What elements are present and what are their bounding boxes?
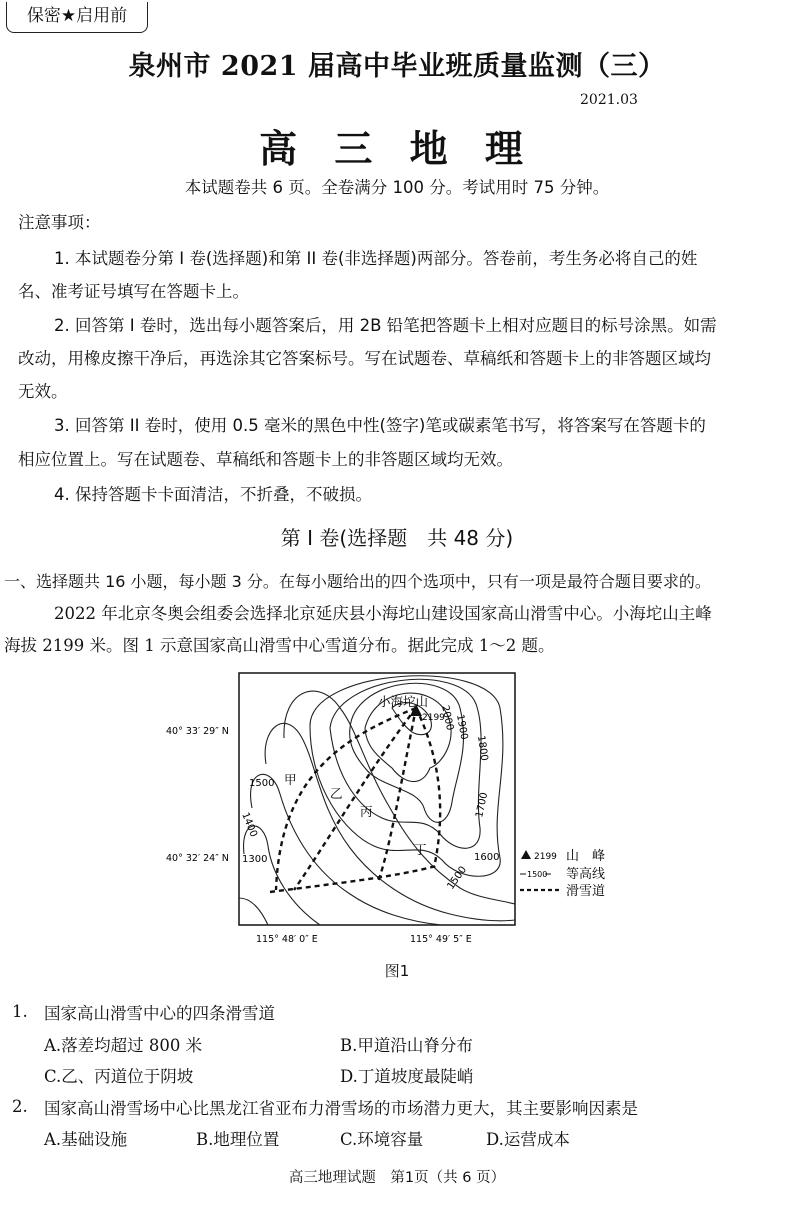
question-2-number: 2. [12,1097,28,1116]
question-2-option-b: B.地理位置 [196,1130,280,1149]
contour-label-1500-right: 1500 [445,864,470,892]
notice-3-line1: 3. 回答第 II 卷时，使用 0.5 毫米的黑色中性(签字)笔或碳素笔书写，将答案写在答题卡的 [54,416,706,435]
notice-4: 4. 保持答题卡卡面清洁，不折叠，不破损。 [54,485,372,504]
contour-label-1800: 1800 [475,734,490,762]
subject-title: 高 三 地 理 [259,127,535,171]
exam-title: 泉州市 2021 届高中毕业班质量监测（三） [128,51,666,82]
question-2-stem: 国家高山滑雪场中心比黑龙江省亚布力滑雪场的市场潜力更大，其主要影响因素是 [44,1099,638,1118]
part-instruction: 一、选择题共 16 小题，每小题 3 分。在每小题给出的四个选项中，只有一项是最符合题目要求的。 [4,572,711,591]
notice-heading: 注意事项： [18,213,101,232]
contour-label-1700: 1700 [474,791,491,819]
exam-date: 2021.03 [580,92,638,108]
run-label-yi: 乙 [330,786,343,801]
notice-3-line2: 相应位置上。写在试题卷、草稿纸和答题卡上的非答题区域均无效。 [18,450,513,469]
legend-peak-icon [521,850,531,859]
passage-line2: 海拔 2199 米。图 1 示意国家高山滑雪中心雪道分布。据此完成 1～2 题。 [4,636,555,655]
legend-run-label: 滑雪道 [566,884,606,899]
run-label-bing: 丙 [360,804,373,819]
ski-map-figure [160,668,640,952]
notice-1-line2: 名、准考证号填写在答题卡上。 [18,282,249,301]
question-1-option-b: B.甲道沿山脊分布 [340,1036,473,1055]
run-label-ding: 丁 [414,842,427,857]
latitude-top: 40° 33′ 29″ N [166,726,229,737]
legend-peak-value: 2199 [534,852,557,862]
contour-label-1900: 1900 [454,713,470,741]
question-1-option-c: C.乙、丙道位于阴坡 [44,1067,194,1086]
peak-elevation: 2199 [422,713,445,723]
legend-contour-label: 等高线 [566,867,606,882]
question-2-option-a: A.基础设施 [44,1130,128,1149]
legend-peak-label: 山 峰 [566,849,606,864]
figure-caption: 图1 [384,962,410,980]
contour-label-1300: 1300 [242,854,268,865]
map-legend [520,849,605,899]
notice-2-line2: 改动，用橡皮擦干净后，再选涂其它答案标号。写在试题卷、草稿纸和答题卡上的非答题区域均 [18,349,711,368]
notice-2-line3: 无效。 [18,382,68,401]
question-1-stem: 国家高山滑雪中心的四条滑雪道 [44,1004,275,1023]
longitude-left: 115° 48′ 0″ E [256,934,318,945]
page-footer: 高三地理试题 第1页（共 6 页） [288,1170,506,1186]
latitude-bottom: 40° 32′ 24″ N [166,853,229,864]
notice-1-line1: 1. 本试题卷分第 I 卷(选择题)和第 II 卷(非选择题)两部分。答卷前，考生务必将自己的姓 [54,249,698,268]
question-1-option-d: D.丁道坡度最陡峭 [340,1067,474,1086]
peak-name: 小海坨山 [378,694,429,709]
run-label-jia: 甲 [284,772,297,787]
map-frame [239,673,515,925]
question-1-option-a: A.落差均超过 800 米 [44,1036,203,1055]
contour-label-1600: 1600 [474,852,500,863]
confidential-stamp: 保密★启用前 [6,2,148,33]
contour-label-1400: 1400 [239,811,259,839]
contour-label-2000: 2000 [439,704,456,732]
contour-label-1500-left: 1500 [249,778,275,789]
section-title: 第 I 卷(选择题 共 48 分) [280,526,514,550]
question-2-option-c: C.环境容量 [340,1130,424,1149]
passage-line1: 2022 年北京冬奥会组委会选择北京延庆县小海坨山建设国家高山滑雪中心。小海坨山主峰 [54,604,712,623]
question-1-number: 1. [12,1002,28,1021]
question-2-option-d: D.运营成本 [486,1130,570,1149]
legend-contour-value: 1500 [527,870,548,879]
longitude-right: 115° 49′ 5″ E [410,934,472,945]
notice-2-line1: 2. 回答第 I 卷时，选出每小题答案后，用 2B 铅笔把答题卡上相对应题目的标号涂黑。如需 [54,316,717,335]
exam-intro: 本试题卷共 6 页。全卷满分 100 分。考试用时 75 分钟。 [184,178,610,197]
